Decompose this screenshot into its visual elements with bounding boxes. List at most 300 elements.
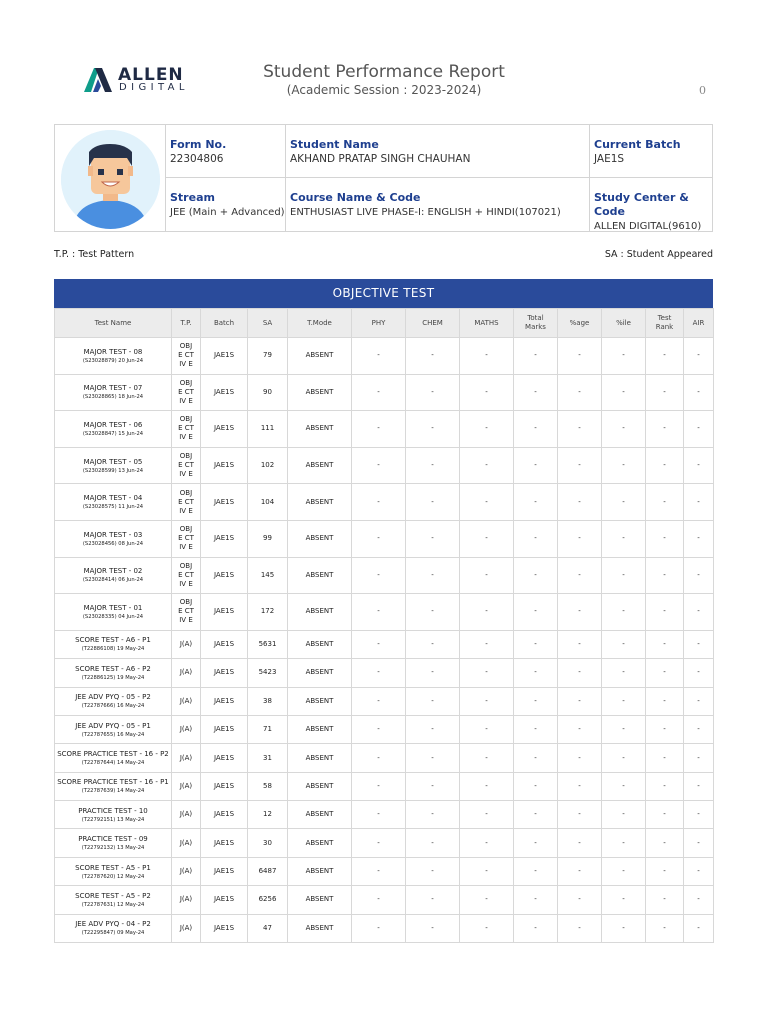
stream-value: JEE (Main + Advanced) [170, 207, 285, 218]
form-no-value: 22304806 [170, 153, 224, 165]
test-pattern-cell: J(A) [172, 630, 201, 658]
table-row [55, 557, 714, 594]
test-name: MAJOR TEST - 08 [83, 347, 143, 356]
batch-cell: JAE1S [201, 857, 248, 885]
test-name: SCORE PRACTICE TEST - 16 - P2 [57, 750, 169, 758]
phy-cell: - [352, 447, 406, 484]
current-batch-value: JAE1S [594, 153, 625, 165]
table-row [55, 772, 714, 800]
percentile-cell: - [602, 801, 646, 829]
test-name-cell [55, 630, 172, 658]
test-pattern-cell: OBJE CTIV E [172, 338, 201, 375]
test-code-date: (S23028847) 15 Jun-24 [82, 430, 144, 437]
sa-cell: 38 [248, 687, 288, 715]
col-percentile: %ile [602, 309, 646, 338]
maths-cell: - [460, 687, 514, 715]
sa-cell: 6256 [248, 886, 288, 914]
percentage-cell: - [558, 338, 602, 375]
student-name-value: AKHAND PRATAP SINGH CHAUHAN [290, 153, 471, 165]
phy-cell: - [352, 594, 406, 631]
total-marks-cell: - [514, 630, 558, 658]
chem-cell: - [406, 914, 460, 942]
chem-cell: - [406, 557, 460, 594]
table-row [55, 744, 714, 772]
phy-cell: - [352, 338, 406, 375]
maths-cell: - [460, 338, 514, 375]
percentile-cell: - [602, 744, 646, 772]
test-name: SCORE TEST - A5 - P2 [75, 891, 151, 900]
test-code-date: (S23028575) 11 Jun-24 [82, 504, 144, 511]
col-test-rank: Test Rank [646, 309, 684, 338]
test-code-date: (T22792151) 13 May-24 [81, 816, 145, 823]
test-pattern-cell: J(A) [172, 659, 201, 687]
total-marks-cell: - [514, 857, 558, 885]
total-marks-cell: - [514, 659, 558, 687]
student-avatar-icon [61, 130, 160, 229]
air-cell: - [684, 801, 714, 829]
test-name-cell [55, 801, 172, 829]
test-name-cell [55, 914, 172, 942]
sa-cell: 6487 [248, 857, 288, 885]
total-marks-cell: - [514, 687, 558, 715]
maths-cell: - [460, 914, 514, 942]
test-code-date: (T22787639) 14 May-24 [81, 788, 145, 795]
total-marks-cell: - [514, 829, 558, 857]
test-pattern-cell: OBJE CTIV E [172, 557, 201, 594]
col-maths: MATHS [460, 309, 514, 338]
table-row [55, 594, 714, 631]
chem-cell: - [406, 857, 460, 885]
table-row [55, 659, 714, 687]
col-sa: SA [248, 309, 288, 338]
total-marks-cell: - [514, 744, 558, 772]
total-marks-cell: - [514, 374, 558, 411]
phy-cell: - [352, 857, 406, 885]
col-test-name: Test Name [55, 309, 172, 338]
test-pattern-cell: J(A) [172, 914, 201, 942]
test-rank-cell: - [646, 886, 684, 914]
percentage-cell: - [558, 886, 602, 914]
chem-cell: - [406, 829, 460, 857]
maths-cell: - [460, 630, 514, 658]
form-no-label: Form No. [170, 138, 227, 151]
test-mode-cell: ABSENT [288, 594, 352, 631]
maths-cell: - [460, 659, 514, 687]
test-rank-cell: - [646, 772, 684, 800]
percentile-cell: - [602, 829, 646, 857]
percentage-cell: - [558, 914, 602, 942]
test-pattern-cell: OBJE CTIV E [172, 447, 201, 484]
test-name: JEE ADV PYQ - 04 - P2 [75, 920, 151, 929]
air-cell: - [684, 687, 714, 715]
total-marks-cell: - [514, 594, 558, 631]
test-name-cell [55, 886, 172, 914]
phy-cell: - [352, 374, 406, 411]
percentage-cell: - [558, 594, 602, 631]
test-mode-cell: ABSENT [288, 447, 352, 484]
batch-cell: JAE1S [201, 801, 248, 829]
percentage-cell: - [558, 484, 602, 521]
table-row [55, 715, 714, 743]
test-name: MAJOR TEST - 07 [83, 384, 143, 393]
percentage-cell: - [558, 829, 602, 857]
test-rank-cell: - [646, 829, 684, 857]
chem-cell: - [406, 520, 460, 557]
col-phy: PHY [352, 309, 406, 338]
air-cell: - [684, 594, 714, 631]
phy-cell: - [352, 557, 406, 594]
col-percentage: %age [558, 309, 602, 338]
batch-cell: JAE1S [201, 594, 248, 631]
chem-cell: - [406, 338, 460, 375]
test-name-cell [55, 772, 172, 800]
chem-cell: - [406, 886, 460, 914]
test-mode-cell: ABSENT [288, 411, 352, 448]
test-rank-cell: - [646, 594, 684, 631]
test-pattern-cell: J(A) [172, 857, 201, 885]
test-name-cell [55, 594, 172, 631]
test-pattern-cell: OBJE CTIV E [172, 520, 201, 557]
test-name-cell [55, 715, 172, 743]
percentile-cell: - [602, 715, 646, 743]
test-mode-cell: ABSENT [288, 659, 352, 687]
logo-subtext: DIGITAL [119, 82, 189, 93]
col-batch: Batch [201, 309, 248, 338]
air-cell: - [684, 520, 714, 557]
test-name-cell [55, 557, 172, 594]
test-code-date: (T22787655) 16 May-24 [81, 731, 145, 738]
percentage-cell: - [558, 772, 602, 800]
air-cell: - [684, 411, 714, 448]
current-batch-label: Current Batch [594, 138, 681, 151]
test-name: JEE ADV PYQ - 05 - P2 [75, 693, 151, 702]
maths-cell: - [460, 801, 514, 829]
batch-cell: JAE1S [201, 411, 248, 448]
chem-cell: - [406, 715, 460, 743]
test-pattern-cell: J(A) [172, 744, 201, 772]
batch-cell: JAE1S [201, 829, 248, 857]
test-rank-cell: - [646, 447, 684, 484]
percentage-cell: - [558, 659, 602, 687]
test-code-date: (T22295847) 09 May-24 [81, 930, 145, 937]
test-name: MAJOR TEST - 03 [83, 530, 143, 539]
test-rank-cell: - [646, 411, 684, 448]
col-total-marks: Total Marks [514, 309, 558, 338]
percentile-cell: - [602, 659, 646, 687]
page-title: Student Performance Report [263, 62, 505, 82]
test-code-date: (T22787631) 12 May-24 [81, 901, 145, 908]
batch-cell: JAE1S [201, 659, 248, 687]
maths-cell: - [460, 829, 514, 857]
total-marks-cell: - [514, 411, 558, 448]
col-air: AIR [684, 309, 714, 338]
maths-cell: - [460, 715, 514, 743]
maths-cell: - [460, 557, 514, 594]
batch-cell: JAE1S [201, 338, 248, 375]
phy-cell: - [352, 829, 406, 857]
sa-cell: 79 [248, 338, 288, 375]
percentage-cell: - [558, 744, 602, 772]
test-rank-cell: - [646, 687, 684, 715]
test-code-date: (S23028414) 06 Jun-24 [82, 577, 144, 584]
batch-cell: JAE1S [201, 687, 248, 715]
test-rank-cell: - [646, 857, 684, 885]
test-name: SCORE PRACTICE TEST - 16 - P1 [57, 778, 169, 787]
test-name-cell [55, 520, 172, 557]
air-cell: - [684, 557, 714, 594]
phy-cell: - [352, 886, 406, 914]
test-code-date: (S23028456) 08 Jun-24 [82, 540, 144, 547]
test-pattern-cell: J(A) [172, 801, 201, 829]
sa-cell: 145 [248, 557, 288, 594]
chem-cell: - [406, 801, 460, 829]
phy-cell: - [352, 914, 406, 942]
percentage-cell: - [558, 411, 602, 448]
batch-cell: JAE1S [201, 715, 248, 743]
maths-cell: - [460, 857, 514, 885]
test-mode-cell: ABSENT [288, 374, 352, 411]
sa-cell: 71 [248, 715, 288, 743]
test-pattern-cell: J(A) [172, 687, 201, 715]
chem-cell: - [406, 374, 460, 411]
percentile-cell: - [602, 594, 646, 631]
test-name-cell [55, 829, 172, 857]
legend-student-appeared: SA : Student Appeared [604, 249, 713, 260]
avatar-cell [55, 125, 166, 231]
chem-cell: - [406, 594, 460, 631]
objective-test-banner: OBJECTIVE TEST [54, 279, 713, 308]
batch-cell: JAE1S [201, 630, 248, 658]
percentage-cell: - [558, 801, 602, 829]
batch-cell: JAE1S [201, 447, 248, 484]
chem-cell: - [406, 484, 460, 521]
percentile-cell: - [602, 886, 646, 914]
test-pattern-cell: OBJE CTIV E [172, 374, 201, 411]
percentile-cell: - [602, 772, 646, 800]
test-name: PRACTICE TEST - 10 [78, 806, 148, 815]
phy-cell: - [352, 411, 406, 448]
test-name: MAJOR TEST - 04 [83, 494, 143, 503]
batch-cell: JAE1S [201, 520, 248, 557]
stream-cell [166, 178, 286, 231]
air-cell: - [684, 715, 714, 743]
table-row [55, 857, 714, 885]
table-row [55, 801, 714, 829]
test-mode-cell: ABSENT [288, 801, 352, 829]
batch-cell: JAE1S [201, 557, 248, 594]
test-name: SCORE TEST - A6 - P1 [75, 636, 151, 645]
total-marks-cell: - [514, 801, 558, 829]
test-rank-cell: - [646, 630, 684, 658]
test-rank-cell: - [646, 715, 684, 743]
test-name-cell [55, 447, 172, 484]
phy-cell: - [352, 484, 406, 521]
table-row [55, 411, 714, 448]
sa-cell: 58 [248, 772, 288, 800]
air-cell: - [684, 659, 714, 687]
sa-cell: 31 [248, 744, 288, 772]
objective-test-section [54, 279, 713, 943]
air-cell: - [684, 338, 714, 375]
form-no-cell [166, 125, 286, 178]
total-marks-cell: - [514, 447, 558, 484]
batch-cell: JAE1S [201, 484, 248, 521]
test-code-date: (T22787644) 14 May-24 [81, 760, 145, 766]
table-body [55, 338, 714, 943]
maths-cell: - [460, 744, 514, 772]
test-pattern-cell: OBJE CTIV E [172, 594, 201, 631]
col-test-mode: T.Mode [288, 309, 352, 338]
total-marks-cell: - [514, 557, 558, 594]
sa-cell: 47 [248, 914, 288, 942]
chem-cell: - [406, 744, 460, 772]
percentile-cell: - [602, 857, 646, 885]
avatar [61, 130, 160, 229]
table-row [55, 687, 714, 715]
percentage-cell: - [558, 630, 602, 658]
test-rank-cell: - [646, 484, 684, 521]
chem-cell: - [406, 687, 460, 715]
test-name-cell [55, 659, 172, 687]
test-name: SCORE TEST - A5 - P1 [75, 863, 151, 872]
air-cell: - [684, 447, 714, 484]
total-marks-cell: - [514, 338, 558, 375]
test-code-date: (T22787620) 12 May-24 [81, 873, 145, 880]
table-row [55, 484, 714, 521]
test-pattern-cell: OBJE CTIV E [172, 484, 201, 521]
phy-cell: - [352, 772, 406, 800]
test-code-date: (T22886125) 19 May-24 [81, 674, 145, 681]
test-name-cell [55, 484, 172, 521]
test-name-cell [55, 687, 172, 715]
percentage-cell: - [558, 520, 602, 557]
chem-cell: - [406, 772, 460, 800]
air-cell: - [684, 374, 714, 411]
sa-cell: 99 [248, 520, 288, 557]
test-name: MAJOR TEST - 05 [83, 457, 143, 466]
test-rank-cell: - [646, 744, 684, 772]
test-code-date: (T22792132) 13 May-24 [81, 845, 145, 852]
test-code-date: (S23028335) 04 Jun-24 [82, 613, 144, 620]
percentile-cell: - [602, 484, 646, 521]
test-name: MAJOR TEST - 02 [83, 567, 143, 576]
percentile-cell: - [602, 447, 646, 484]
test-code-date: (S23028879) 20 Jun-24 [82, 357, 144, 364]
test-mode-cell: ABSENT [288, 715, 352, 743]
maths-cell: - [460, 594, 514, 631]
legend-test-pattern: T.P. : Test Pattern [54, 249, 135, 260]
test-name-cell [55, 744, 172, 772]
chem-cell: - [406, 447, 460, 484]
sa-cell: 5423 [248, 659, 288, 687]
total-marks-cell: - [514, 715, 558, 743]
percentage-cell: - [558, 447, 602, 484]
table-row [55, 447, 714, 484]
test-mode-cell: ABSENT [288, 338, 352, 375]
logo-text: ALLEN [118, 65, 184, 85]
course-cell [286, 178, 590, 231]
test-mode-cell: ABSENT [288, 886, 352, 914]
batch-cell: JAE1S [201, 886, 248, 914]
course-value: ENTHUSIAST LIVE PHASE-I: ENGLISH + HINDI(107021) [290, 207, 561, 218]
sa-cell: 172 [248, 594, 288, 631]
percentage-cell: - [558, 374, 602, 411]
sa-cell: 104 [248, 484, 288, 521]
table-row [55, 374, 714, 411]
test-code-date: (S23028599) 13 Jun-24 [82, 467, 144, 474]
test-name-cell [55, 338, 172, 375]
percentage-cell: - [558, 857, 602, 885]
page-subtitle: (Academic Session : 2023-2024) [286, 83, 482, 97]
total-marks-cell: - [514, 520, 558, 557]
sa-cell: 12 [248, 801, 288, 829]
test-rank-cell: - [646, 374, 684, 411]
phy-cell: - [352, 630, 406, 658]
air-cell: - [684, 857, 714, 885]
test-mode-cell: ABSENT [288, 484, 352, 521]
maths-cell: - [460, 772, 514, 800]
test-pattern-cell: J(A) [172, 829, 201, 857]
sa-cell: 102 [248, 447, 288, 484]
test-pattern-cell: J(A) [172, 886, 201, 914]
table-row [55, 520, 714, 557]
test-name-cell [55, 411, 172, 448]
total-marks-cell: - [514, 914, 558, 942]
percentile-cell: - [602, 630, 646, 658]
total-marks-cell: - [514, 772, 558, 800]
table-row [55, 886, 714, 914]
phy-cell: - [352, 687, 406, 715]
page-number: 0 [699, 84, 706, 97]
test-rank-cell: - [646, 914, 684, 942]
test-mode-cell: ABSENT [288, 772, 352, 800]
test-pattern-cell: J(A) [172, 772, 201, 800]
percentage-cell: - [558, 715, 602, 743]
sa-cell: 90 [248, 374, 288, 411]
maths-cell: - [460, 447, 514, 484]
test-rank-cell: - [646, 659, 684, 687]
stream-label: Stream [170, 191, 215, 204]
test-name-cell [55, 374, 172, 411]
percentage-cell: - [558, 687, 602, 715]
batch-cell: JAE1S [201, 914, 248, 942]
maths-cell: - [460, 520, 514, 557]
test-pattern-cell: OBJE CTIV E [172, 411, 201, 448]
test-mode-cell: ABSENT [288, 857, 352, 885]
objective-test-table [54, 308, 714, 943]
test-mode-cell: ABSENT [288, 744, 352, 772]
air-cell: - [684, 744, 714, 772]
col-test-pattern: T.P. [172, 309, 201, 338]
table-row [55, 914, 714, 942]
table-row [55, 338, 714, 375]
test-mode-cell: ABSENT [288, 914, 352, 942]
student-name-label: Student Name [290, 138, 379, 151]
student-info-card [54, 124, 713, 232]
test-mode-cell: ABSENT [288, 557, 352, 594]
test-name: JEE ADV PYQ - 05 - P1 [75, 721, 151, 730]
test-name-cell [55, 857, 172, 885]
air-cell: - [684, 630, 714, 658]
maths-cell: - [460, 374, 514, 411]
study-center-value: ALLEN DIGITAL(9610) [594, 221, 702, 232]
sa-cell: 30 [248, 829, 288, 857]
phy-cell: - [352, 801, 406, 829]
table-row [55, 630, 714, 658]
student-name-cell [286, 125, 590, 178]
air-cell: - [684, 772, 714, 800]
table-header-row [55, 309, 714, 338]
